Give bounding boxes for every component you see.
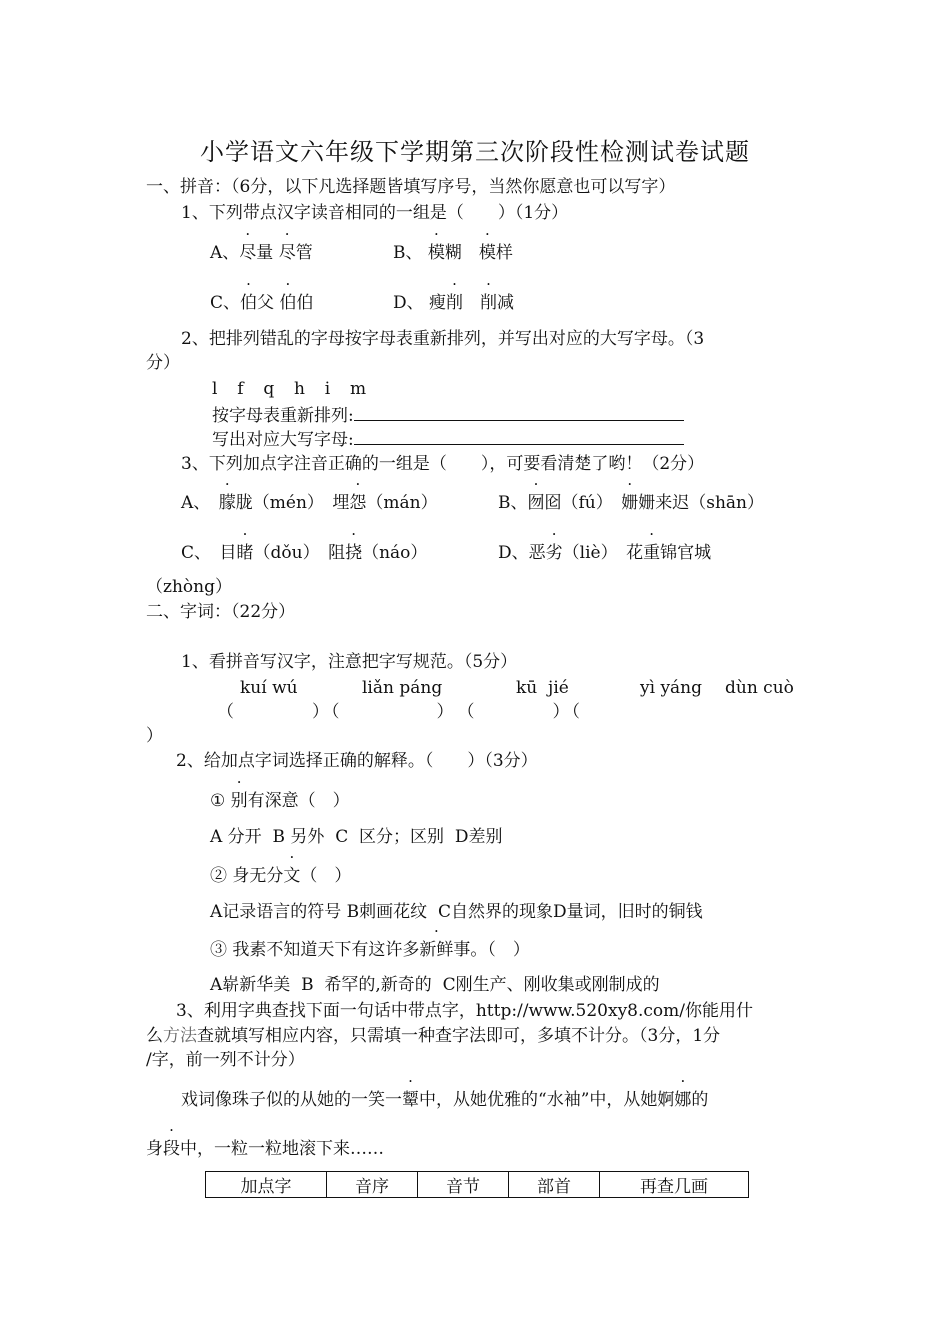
q1-2-upper-row (212, 428, 684, 451)
q1-3-option-c: C、 目睹（dǒu） 阻挠（náo） (181, 543, 428, 563)
q2-2-item-2: ② 身无分文（ ） (210, 866, 352, 886)
q2-3-stem-line-1: 3、利用字典查找下面一句话中带点字，http://www.520xy8.com/你能用什 (176, 1001, 754, 1021)
q1-3-option-a: A、 朦胧（mén） 埋怨（mán） (181, 493, 438, 513)
q2-2-item-1-options: A 分开 B 另外 C 区分；区别 D差别 (210, 827, 503, 847)
sort-answer-blank[interactable] (354, 404, 684, 421)
upper-label: 写出对应大写字母: (212, 430, 354, 450)
q1-3-option-d: D、恶劣（liè） 花重锦官城 (498, 543, 712, 563)
answer-brackets[interactable]: （ ）（ ） （ ）（ (217, 702, 582, 722)
pinyin-2: liǎn páng (362, 678, 443, 698)
lookup-table (205, 1171, 749, 1198)
q1-2-stem-cont: 分） (146, 353, 180, 373)
q1-1-option-b: B、 模糊 模样 (393, 243, 513, 263)
table-header-radical: 部首 (509, 1172, 600, 1198)
q1-2-stem: 2、把排列错乱的字母按字母表重新排列，并写出对应的大写字母。（3 (181, 329, 705, 349)
source-url[interactable]: http://www.520xy8.com/ (475, 1001, 686, 1021)
q2-2-item-2-options: A记录语言的符号 B刺画花纹 C自然界的现象D量词，旧时的铜钱 (210, 902, 703, 922)
pinyin-3: kū jié (516, 678, 569, 698)
q1-1-stem: 1、下列带点汉字读音相同的一组是（ ）（1分） (181, 203, 569, 223)
upper-answer-blank[interactable] (354, 428, 684, 445)
table-header-initial: 音序 (327, 1172, 418, 1198)
section-2-header: 二、字词：（22分） (146, 602, 296, 622)
q1-3-stem: 3、下列加点字注音正确的一组是（ ），可要看清楚了哟！（2分） (181, 454, 705, 474)
q2-3-sentence-1: 戏词像珠子似的从她的一笑一颦中，从她优雅的“水袖”中，从她婀娜的 (181, 1090, 709, 1110)
q2-3-stem-line-3: /字，前一列不计分） (146, 1050, 305, 1070)
sort-label: 按字母表重新排列: (212, 406, 354, 426)
q1-3-option-d-tail: （zhòng） (146, 577, 232, 597)
q2-1-stem: 1、看拼音写汉字，注意把字写规范。（5分） (181, 652, 518, 672)
table-header-syllable: 音节 (418, 1172, 509, 1198)
method-link[interactable]: 方法 (163, 1026, 197, 1046)
table-header-char: 加点字 (206, 1172, 327, 1198)
q1-1-option-a: A、尽量 尽管 (210, 243, 313, 263)
q2-2-item-1: ① 别有深意（ ） (210, 791, 350, 811)
pinyin-5: dùn cuò (725, 678, 794, 698)
page-title: 小学语文六年级下学期第三次阶段性检测试卷试题 (200, 138, 750, 166)
q2-2-item-3: ③ 我素不知道天下有这许多新鲜事。（ ） (210, 940, 530, 960)
q1-2-sort-row (212, 404, 684, 427)
q2-3-sentence-2: 身段中，一粒一粒地滚下来…… (146, 1139, 384, 1159)
q2-3-stem-line-2: 么方法查就填写相应内容，只需填一种查字法即可，多填不计分。（3分，1分 (146, 1026, 721, 1046)
table-header-strokes: 再查几画 (600, 1172, 749, 1198)
pinyin-1: kuí wú (240, 678, 298, 698)
q1-2-letters: l f q h i m (212, 379, 370, 399)
q1-1-option-d: D、 瘦削 削减 (393, 293, 515, 313)
q2-2-item-3-options: A崭新华美 B 希罕的,新奇的 C刚生产、刚收集或刚制成的 (210, 975, 660, 995)
q2-2-stem: 2、给加点字词选择正确的解释。（ ）（3分） (176, 751, 538, 771)
section-1-header: 一、拼音：（6分，以下凡选择题皆填写序号，当然你愿意也可以写字） (146, 177, 676, 197)
answer-bracket-close: ） (146, 726, 163, 746)
pinyin-4: yì yáng (640, 678, 703, 698)
table-header-row (206, 1172, 749, 1198)
q1-1-option-c: C、伯父 伯伯 (210, 293, 314, 313)
q1-3-option-b: B、囫囵（fú） 姗姗来迟（shān） (498, 493, 765, 513)
